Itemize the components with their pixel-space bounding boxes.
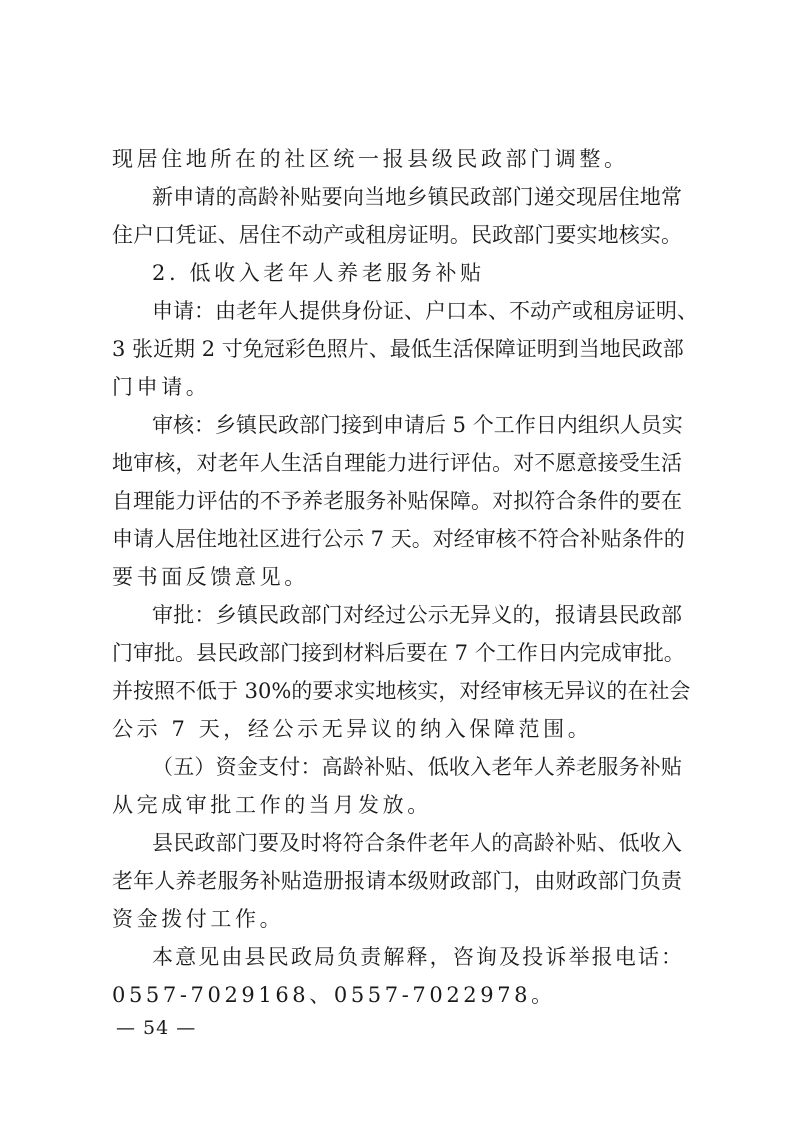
body-text-line: 并按照不低于 30%的要求实地核实，对经审核无异议的在社会 (112, 679, 691, 703)
body-text-line: 申请：由老年人提供身份证、户口本、不动产或租房证明、 (152, 299, 698, 323)
section-heading: （五）资金支付：高龄补贴、低收入老年人养老服务补贴 (152, 755, 682, 779)
body-text-line: 审批：乡镇民政部门对经过公示无异义的，报请县民政部 (152, 603, 682, 627)
phone-numbers: 0557-7029168、0557-7022978。 (112, 983, 556, 1007)
body-text-line: 要书面反馈意见。 (112, 565, 309, 589)
body-text-line: 审核：乡镇民政部门接到申请后 5 个工作日内组织人员实 (152, 413, 683, 437)
body-text-line: 从完成审批工作的当月发放。 (112, 793, 432, 817)
body-text-line: 资金拨付工作。 (112, 907, 285, 931)
body-text-line: 现居住地所在的社区统一报县级民政部门调整。 (112, 147, 629, 171)
body-text-line: 自理能力评估的不予养老服务补贴保障。对拟符合条件的要在 (112, 489, 682, 513)
body-text-line: 3 张近期 2 寸免冠彩色照片、最低生活保障证明到当地民政部 (112, 337, 684, 361)
body-text-line: 县民政部门要及时将符合条件老年人的高龄补贴、低收入 (152, 831, 682, 855)
body-text-line: 本意见由县民政局负责解释，咨询及投诉举报电话： (152, 945, 682, 969)
body-text-line: 老年人养老服务补贴造册报请本级财政部门，由财政部门负责 (112, 869, 682, 893)
body-text-line: 新申请的高龄补贴要向当地乡镇民政部门递交现居住地常 (152, 185, 682, 209)
page-number: — 54 — (116, 1017, 197, 1039)
body-text-line: 申请人居住地社区进行公示 7 天。对经审核不符合补贴条件的 (112, 527, 685, 551)
body-text-line: 住户口凭证、居住不动产或租房证明。民政部门要实地核实。 (112, 223, 682, 247)
body-text-line: 门审批。县民政部门接到材料后要在 7 个工作日内完成审批。 (112, 641, 685, 665)
body-text-line: 地审核，对老年人生活自理能力进行评估。对不愿意接受生活 (112, 451, 682, 475)
body-text-line: 公示 7 天，经公示无异议的纳入保障范围。 (112, 717, 593, 741)
section-heading: 2. 低收入老年人养老服务补贴 (152, 261, 485, 285)
body-text-line: 门申请。 (112, 375, 211, 399)
